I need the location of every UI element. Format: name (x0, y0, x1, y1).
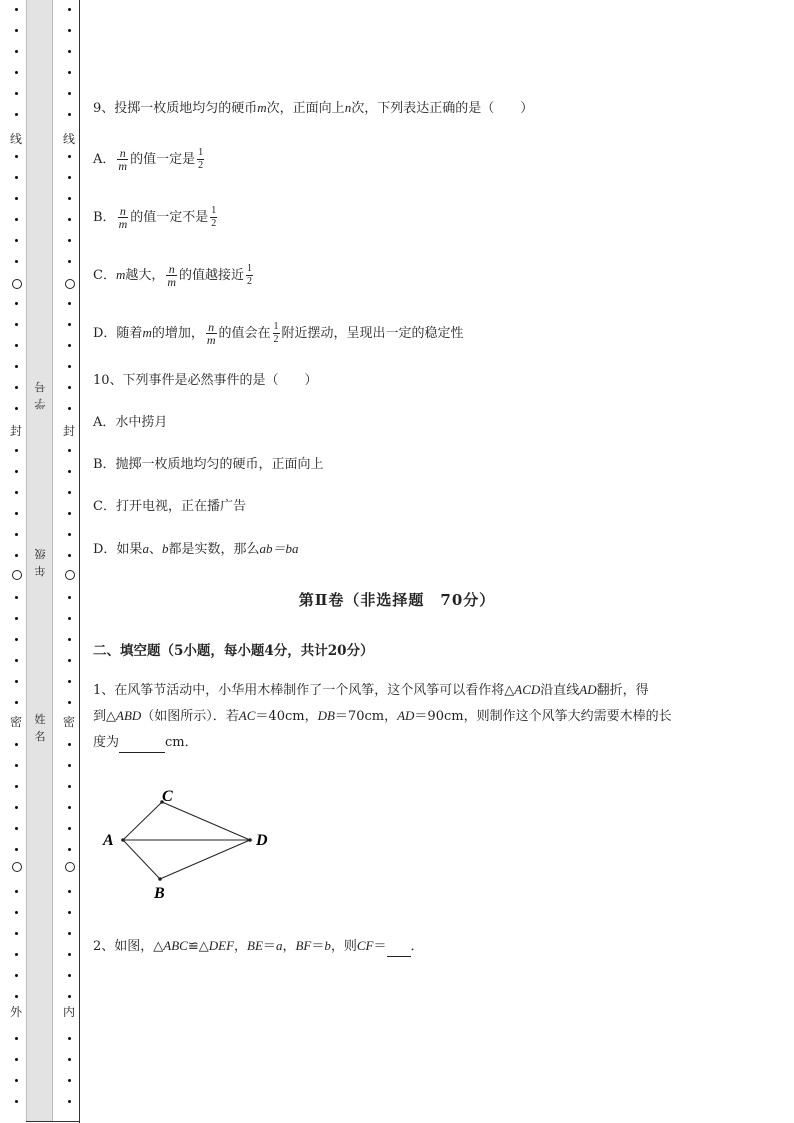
section-2-title: 第Ⅱ卷（非选择题 70分） (298, 591, 496, 609)
fraction-denominator: m (206, 333, 216, 347)
triangle-acd: ACD (514, 682, 541, 697)
binding-dot (15, 911, 18, 914)
binding-dot (15, 974, 18, 977)
binding-dot (15, 848, 18, 851)
fill-q2 (93, 937, 424, 957)
q10-option-d[interactable] (93, 540, 298, 559)
point-d (248, 838, 252, 842)
q9-option-d[interactable] (93, 321, 464, 346)
binding-dot (68, 323, 71, 326)
binding-dot (68, 554, 71, 557)
binding-dot (68, 512, 71, 515)
fraction-denominator: m (118, 159, 128, 173)
fraction-numerator: 1 (247, 263, 253, 274)
binding-dot (68, 974, 71, 977)
fraction-denominator: 2 (198, 160, 204, 171)
binding-dot (68, 953, 71, 956)
segment-be: BE (247, 938, 263, 953)
option-text: 的值一定不是 (130, 210, 209, 225)
option-label: D．随着 (93, 326, 143, 341)
binding-dot (15, 176, 18, 179)
binding-dot (68, 50, 71, 53)
label-d: D (256, 832, 268, 849)
binding-dot (15, 995, 18, 998)
binding-dot (15, 953, 18, 956)
segment-ad: AD (397, 708, 415, 723)
segment-ac-line (123, 802, 162, 840)
binding-dot (15, 1100, 18, 1103)
binding-dot (68, 239, 71, 242)
q9-stem-prefix: 9、投掷一枚质地均匀的硬币 (93, 101, 258, 116)
triangle-abc: ABC (163, 938, 188, 953)
name-label: 姓名 (34, 713, 46, 743)
binding-dot (68, 302, 71, 305)
binding-dot (68, 197, 71, 200)
fill-q1-line2 (93, 707, 672, 726)
binding-dot (15, 827, 18, 830)
binding-dot (15, 218, 18, 221)
binding-dot (15, 680, 18, 683)
binding-dot (15, 1037, 18, 1040)
binding-dot (15, 260, 18, 263)
fraction-numerator: n (208, 320, 215, 334)
q10-option-a[interactable]: A．水中捞月 (93, 415, 168, 430)
q10-option-b[interactable]: B．抛掷一枚质地均匀的硬币，正面向上 (93, 457, 324, 472)
expression-ab-eq-ba: ab＝ba (259, 541, 299, 556)
segment-cd-line (162, 802, 250, 840)
binding-dot (15, 365, 18, 368)
option-text: 的值会在 (218, 326, 271, 341)
binding-dot (68, 659, 71, 662)
binding-dot (15, 407, 18, 410)
binding-dot (15, 92, 18, 95)
text: ＝ (373, 939, 387, 954)
fraction-n-over-m (206, 321, 217, 346)
label-c: C (162, 788, 173, 805)
text: ＝ (311, 939, 325, 954)
text: ， (282, 939, 296, 954)
label-a: A (103, 832, 114, 849)
q9-var-n: n (344, 100, 352, 115)
text: 沿直线 (540, 683, 580, 698)
binding-dot (68, 1100, 71, 1103)
binding-dot (68, 386, 71, 389)
triangle-abd: ABD (116, 708, 142, 723)
fill-in-subtitle: 二、填空题（5小题，每小题4分，共计20分） (93, 643, 374, 659)
binding-dot (68, 8, 71, 11)
binding-dot (68, 1037, 71, 1040)
option-text: D．如果 (93, 542, 143, 557)
text: 度为 (93, 735, 120, 750)
fraction-numerator: 1 (198, 147, 204, 158)
fraction-one-half (273, 321, 280, 346)
inner-mark-xian: 线 (62, 132, 75, 146)
binding-dot (68, 29, 71, 32)
binding-dot (15, 638, 18, 641)
binding-dot (68, 407, 71, 410)
binding-dot (68, 638, 71, 641)
binding-dot (15, 659, 18, 662)
inner-mark-nei: 内 (62, 1005, 75, 1019)
segment-ab-line (123, 840, 160, 879)
option-label: B． (93, 210, 116, 225)
binding-dot (68, 449, 71, 452)
binding-dot (68, 365, 71, 368)
binding-dot (15, 743, 18, 746)
var-a: a (142, 541, 149, 556)
text: ＝70cm， (334, 709, 398, 724)
class-label: 年级 (34, 547, 46, 577)
fraction-n-over-m (117, 147, 128, 172)
binding-dot (15, 701, 18, 704)
binding-dot (15, 512, 18, 515)
binding-dot (68, 848, 71, 851)
outer-mark-mi: 密 (9, 715, 22, 729)
binding-dot (68, 260, 71, 263)
binding-dot (68, 890, 71, 893)
option-label: C． (93, 268, 116, 283)
fraction-numerator: n (119, 204, 126, 218)
margin-bottom-rule (26, 1121, 80, 1122)
point-a (121, 838, 125, 842)
binding-dot (68, 218, 71, 221)
option-text: 的值越接近 (179, 268, 245, 283)
fraction-denominator: 2 (247, 276, 253, 287)
inner-circle-mark (65, 279, 75, 289)
answer-blank[interactable] (119, 734, 165, 753)
binding-dot (15, 71, 18, 74)
binding-dot (68, 344, 71, 347)
binding-dot (68, 806, 71, 809)
binding-dot (15, 50, 18, 53)
option-text: 都是实数，那么 (168, 542, 260, 557)
binding-dot (68, 995, 71, 998)
fraction-numerator: n (168, 262, 175, 276)
inner-circle-mark (65, 570, 75, 580)
binding-dot (68, 71, 71, 74)
text: ＝40cm， (255, 709, 318, 724)
binding-dot (68, 1058, 71, 1061)
binding-dot (15, 806, 18, 809)
fraction-numerator: 1 (273, 321, 279, 332)
q9-stem-suffix: 次，下列表达正确的是（ ） (351, 101, 534, 116)
binding-dot (68, 491, 71, 494)
margin-rule (79, 0, 80, 1123)
fraction-one-half (197, 147, 204, 172)
binding-dot (15, 533, 18, 536)
binding-dot (68, 785, 71, 788)
var-b: b (324, 938, 331, 953)
inner-mark-mi: 密 (62, 715, 75, 729)
var-m: m (142, 325, 152, 340)
fill-q1-line3 (93, 734, 198, 753)
label-b: B (154, 885, 165, 902)
text: ， (234, 939, 248, 954)
binding-dot (68, 533, 71, 536)
fraction-one-half (210, 205, 217, 230)
binding-dot (68, 932, 71, 935)
var-b: b (161, 541, 169, 556)
text: ． (410, 939, 424, 954)
binding-dot (68, 113, 71, 116)
binding-dot (68, 470, 71, 473)
segment-bf: BF (295, 938, 312, 953)
binding-dot (15, 1079, 18, 1082)
outer-mark-wai: 外 (9, 1005, 22, 1019)
text: cm． (165, 735, 198, 750)
option-text: 附近摆动，呈现出一定的稳定性 (281, 326, 464, 341)
outer-circle-mark (12, 570, 22, 580)
binding-dot (15, 386, 18, 389)
fraction-denominator: m (167, 275, 177, 289)
binding-dot (15, 197, 18, 200)
text: 翻折，得 (596, 683, 649, 698)
kite-diagram (98, 782, 278, 902)
binding-dot (68, 176, 71, 179)
option-text: 的值一定是 (130, 152, 196, 167)
outer-circle-mark (12, 279, 22, 289)
fraction-n-over-m (118, 205, 129, 230)
segment-cf: CF (356, 938, 374, 953)
fraction-denominator: m (118, 217, 128, 231)
binding-dot (15, 8, 18, 11)
segment-ac: AC (238, 708, 256, 723)
option-label: A． (93, 152, 116, 167)
binding-dot (15, 449, 18, 452)
fraction-one-half (246, 263, 253, 288)
var-a: a (275, 938, 283, 953)
binding-dot (68, 617, 71, 620)
segment-ad: AD (579, 682, 597, 697)
inner-mark-feng: 封 (62, 424, 75, 438)
binding-dot (68, 827, 71, 830)
text: 2、如图，△ (93, 939, 164, 954)
fraction-denominator: 2 (273, 334, 279, 345)
binding-dot (15, 617, 18, 620)
text: （如图所示）．若 (141, 709, 239, 724)
text: ＝ (262, 939, 276, 954)
binding-dot (15, 890, 18, 893)
fraction-n-over-m (166, 263, 177, 288)
answer-blank[interactable] (387, 938, 411, 957)
fraction-denominator: 2 (211, 218, 217, 229)
binding-dot (68, 92, 71, 95)
student-id-label: 学号 (34, 380, 46, 410)
q10-stem: 10、下列事件是必然事件的是（ ） (93, 373, 318, 388)
point-b (158, 877, 162, 881)
binding-dot (15, 554, 18, 557)
text: ，则 (330, 939, 357, 954)
binding-dot (15, 491, 18, 494)
text: ＝90cm，则制作这个风筝大约需要木棒的长 (414, 709, 672, 724)
q10-option-c[interactable]: C．打开电视，正在播广告 (93, 499, 246, 514)
triangle-def: DEF (208, 938, 235, 953)
fraction-numerator: 1 (211, 205, 217, 216)
binding-dot (15, 344, 18, 347)
binding-dot (15, 323, 18, 326)
binding-dot (15, 1058, 18, 1061)
option-text: 的增加， (151, 326, 204, 341)
segment-db: DB (317, 708, 335, 723)
text: ≌△ (187, 939, 209, 954)
binding-dot (15, 155, 18, 158)
outer-mark-xian: 线 (9, 132, 22, 146)
binding-dot (68, 680, 71, 683)
text: 1、在风筝节活动中，小华用木棒制作了一个风筝，这个风筝可以看作将△ (93, 683, 515, 698)
segment-bd-line (160, 840, 250, 879)
text: 到△ (93, 709, 116, 724)
binding-dot (15, 113, 18, 116)
binding-dot (68, 911, 71, 914)
q9-option-a[interactable] (93, 147, 206, 172)
var-m: m (115, 267, 126, 282)
q9-option-c[interactable] (93, 263, 255, 288)
binding-dot (15, 932, 18, 935)
q9-stem-mid: 次，正面向上 (266, 101, 345, 116)
binding-dot (15, 29, 18, 32)
binding-dot (15, 764, 18, 767)
binding-dot (15, 239, 18, 242)
fraction-numerator: n (119, 146, 126, 160)
outer-mark-feng: 封 (9, 424, 22, 438)
binding-dot (68, 764, 71, 767)
q9-var-m: m (257, 100, 267, 115)
outer-circle-mark (12, 862, 22, 872)
binding-dot (15, 302, 18, 305)
binding-dot (68, 743, 71, 746)
binding-dot (68, 155, 71, 158)
binding-dot (15, 785, 18, 788)
q9-option-b[interactable] (93, 205, 219, 230)
q9-stem (93, 99, 533, 118)
option-text: 越大， (125, 268, 165, 283)
binding-dot (15, 470, 18, 473)
option-text: 、 (148, 542, 162, 557)
binding-dot (68, 1079, 71, 1082)
binding-dot (68, 701, 71, 704)
inner-circle-mark (65, 862, 75, 872)
fill-q1-line1 (93, 681, 649, 700)
